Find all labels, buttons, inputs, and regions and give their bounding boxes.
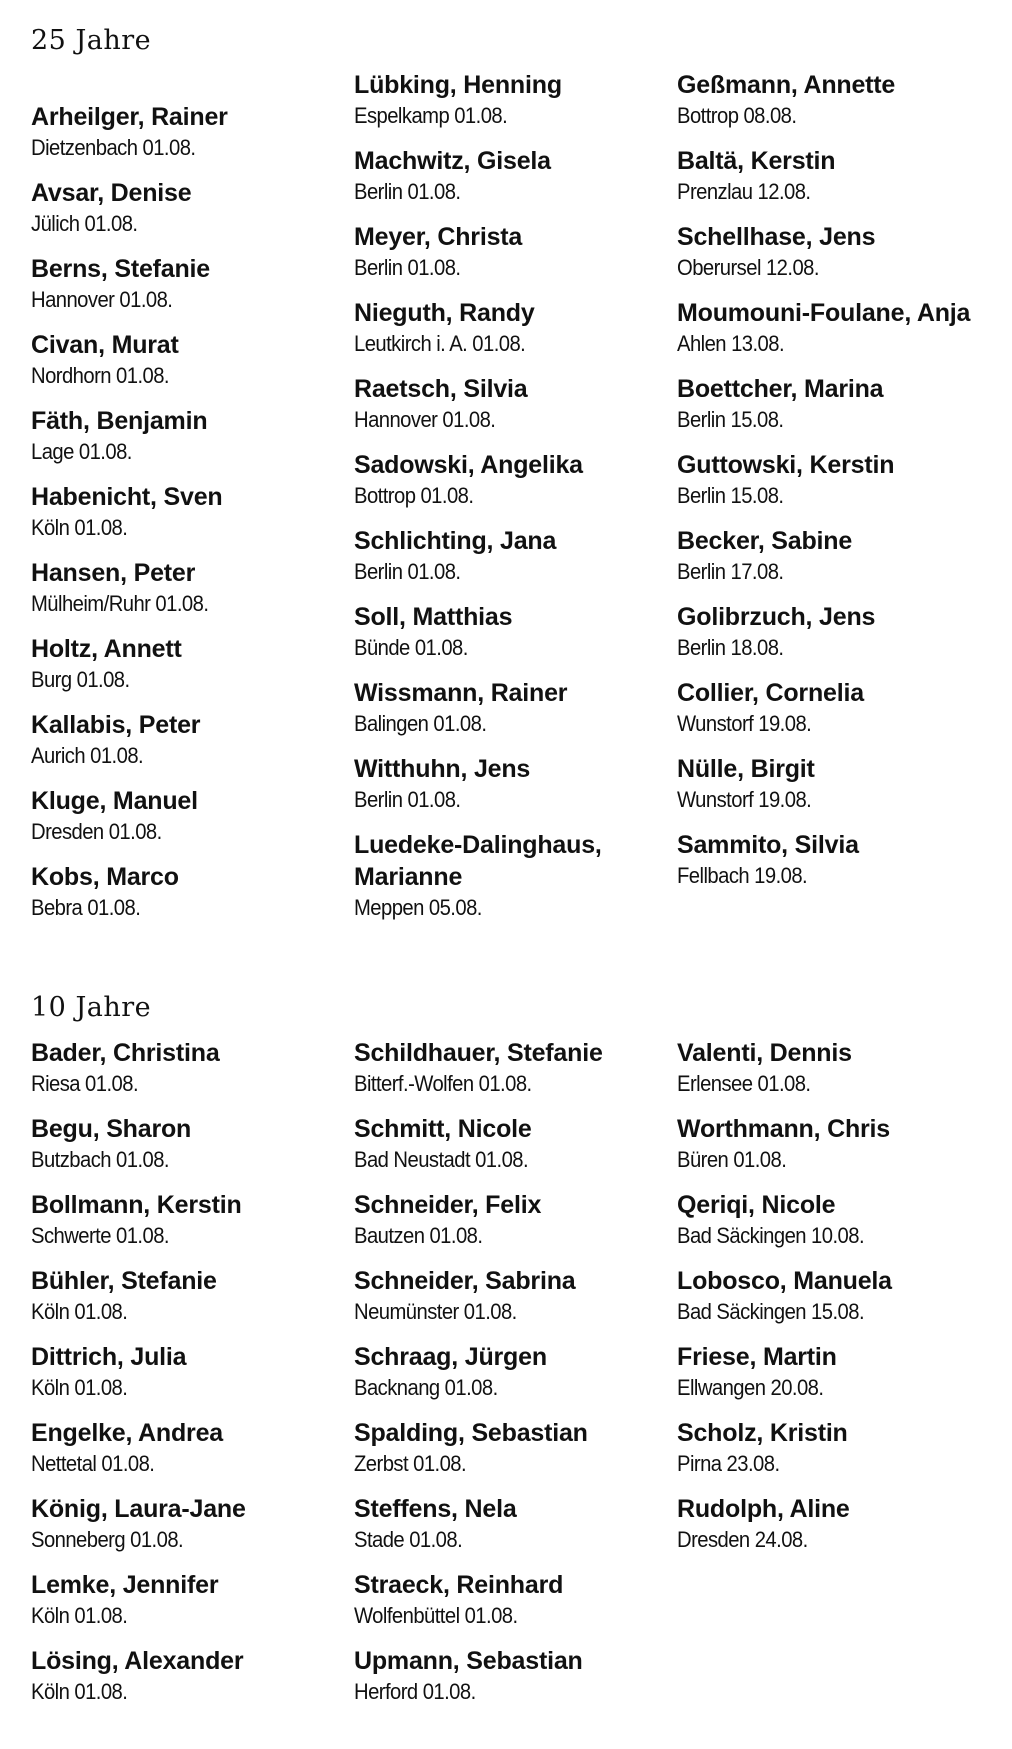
section-25-column-2	[354, 69, 654, 937]
location-date: Hannover 01.08.	[31, 287, 173, 312]
person-name-line: Witthuhn, Jens	[354, 755, 531, 783]
list-item	[354, 69, 654, 131]
list-item	[677, 1113, 977, 1175]
person-name	[677, 1493, 977, 1525]
person-name-line: Geßmann, Annette	[677, 71, 896, 99]
person-name-line: Lübking, Henning	[354, 71, 562, 99]
location-date: Bitterf.-Wolfen 01.08.	[354, 1071, 532, 1096]
location-date: Lage 01.08.	[31, 439, 132, 464]
list-item	[354, 1341, 654, 1403]
section-25-column-1	[31, 101, 331, 937]
list-item	[354, 1113, 654, 1175]
person-name-line: Baltä, Kerstin	[677, 147, 836, 175]
section-10-column-3	[677, 1037, 977, 1569]
person-name-line: Raetsch, Silvia	[354, 375, 528, 403]
list-item	[677, 1493, 977, 1555]
person-name-line: Schellhase, Jens	[677, 223, 876, 251]
person-name-line: Lemke, Jennifer	[31, 1571, 219, 1599]
list-item	[31, 1113, 331, 1175]
person-name	[677, 525, 977, 557]
person-name	[354, 1189, 654, 1221]
list-item	[677, 1189, 977, 1251]
list-item	[677, 1037, 977, 1099]
person-name	[677, 69, 977, 101]
person-name	[354, 373, 654, 405]
person-name-line: Schlichting, Jana	[354, 527, 557, 555]
person-name-line: Schneider, Felix	[354, 1191, 542, 1219]
person-name	[677, 1189, 977, 1221]
person-name	[354, 1265, 654, 1297]
location-date: Prenzlau 12.08.	[677, 179, 811, 204]
person-name-line: Holtz, Annett	[31, 635, 182, 663]
person-name-line: Schildhauer, Stefanie	[354, 1039, 603, 1067]
list-item	[31, 1417, 331, 1479]
list-item	[677, 1265, 977, 1327]
person-name	[354, 1037, 654, 1069]
location-date: Köln 01.08.	[31, 1679, 128, 1704]
person-name-line: Wissmann, Rainer	[354, 679, 568, 707]
location-date: Berlin 01.08.	[354, 179, 461, 204]
location-date: Berlin 01.08.	[354, 787, 461, 812]
person-name	[354, 1493, 654, 1525]
person-name-line: Collier, Cornelia	[677, 679, 864, 707]
list-item	[677, 677, 977, 739]
list-item	[354, 677, 654, 739]
location-date: Pirna 23.08.	[677, 1451, 780, 1476]
person-name	[677, 373, 977, 405]
list-item	[354, 373, 654, 435]
list-item	[31, 253, 331, 315]
list-item	[31, 1189, 331, 1251]
list-item	[354, 1189, 654, 1251]
person-name-line: Berns, Stefanie	[31, 255, 211, 283]
location-date: Bad Säckingen 10.08.	[677, 1223, 865, 1248]
location-date: Berlin 15.08.	[677, 483, 784, 508]
person-name-line: Machwitz, Gisela	[354, 147, 551, 175]
person-name	[31, 1569, 331, 1601]
person-name	[354, 145, 654, 177]
person-name-line: Schneider, Sabrina	[354, 1267, 576, 1295]
person-name	[354, 297, 654, 329]
location-date: Mülheim/Ruhr 01.08.	[31, 591, 209, 616]
location-date: Berlin 15.08.	[677, 407, 784, 432]
list-item	[354, 525, 654, 587]
person-name	[31, 253, 331, 285]
person-name	[354, 1569, 654, 1601]
person-name-line: Spalding, Sebastian	[354, 1419, 588, 1447]
list-item	[31, 785, 331, 847]
person-name	[354, 1417, 654, 1449]
location-date: Meppen 05.08.	[354, 895, 482, 920]
person-name-line: Meyer, Christa	[354, 223, 523, 251]
location-date: Wolfenbüttel 01.08.	[354, 1603, 518, 1628]
location-date: Nordhorn 01.08.	[31, 363, 169, 388]
location-date: Leutkirch i. A. 01.08.	[354, 331, 526, 356]
person-name	[31, 1417, 331, 1449]
person-name	[31, 1113, 331, 1145]
location-date: Jülich 01.08.	[31, 211, 138, 236]
person-name-line: König, Laura-Jane	[31, 1495, 246, 1523]
person-name-line: Habenicht, Sven	[31, 483, 223, 511]
location-date: Ahlen 13.08.	[677, 331, 785, 356]
person-name	[31, 1645, 331, 1677]
list-item	[354, 1569, 654, 1631]
person-name-line: Hansen, Peter	[31, 559, 196, 587]
person-name	[31, 1037, 331, 1069]
location-date: Ellwangen 20.08.	[677, 1375, 824, 1400]
person-name	[677, 1341, 977, 1373]
person-name-line: Friese, Martin	[677, 1343, 837, 1371]
list-item	[354, 221, 654, 283]
person-name-line: Bollmann, Kerstin	[31, 1191, 242, 1219]
person-name-line: Sammito, Silvia	[677, 831, 859, 859]
person-name-line: Straeck, Reinhard	[354, 1571, 564, 1599]
list-item	[354, 753, 654, 815]
person-name-line: Marianne	[354, 863, 463, 891]
person-name	[677, 145, 977, 177]
section-heading-10-jahre: 10 Jahre	[31, 992, 152, 1023]
section-10-column-2	[354, 1037, 654, 1721]
person-name	[31, 1341, 331, 1373]
person-name-line: Kobs, Marco	[31, 863, 179, 891]
location-date: Hannover 01.08.	[354, 407, 496, 432]
list-item	[31, 1569, 331, 1631]
person-name	[354, 1113, 654, 1145]
location-date: Berlin 01.08.	[354, 255, 461, 280]
person-name-line: Upmann, Sebastian	[354, 1647, 583, 1675]
list-item	[354, 297, 654, 359]
person-name-line: Rudolph, Aline	[677, 1495, 850, 1523]
list-item	[677, 69, 977, 131]
location-date: Bad Säckingen 15.08.	[677, 1299, 865, 1324]
location-date: Balingen 01.08.	[354, 711, 487, 736]
person-name	[677, 449, 977, 481]
location-date: Butzbach 01.08.	[31, 1147, 170, 1172]
person-name	[677, 601, 977, 633]
list-item	[677, 1341, 977, 1403]
person-name	[354, 221, 654, 253]
person-name	[354, 525, 654, 557]
location-date: Oberursel 12.08.	[677, 255, 819, 280]
person-name-line: Worthmann, Chris	[677, 1115, 891, 1143]
list-item	[31, 557, 331, 619]
person-name-line: Bühler, Stefanie	[31, 1267, 217, 1295]
location-date: Bottrop 01.08.	[354, 483, 474, 508]
person-name-line: Scholz, Kristin	[677, 1419, 848, 1447]
person-name-line: Soll, Matthias	[354, 603, 513, 631]
person-name-line: Sadowski, Angelika	[354, 451, 583, 479]
person-name	[677, 1265, 977, 1297]
person-name	[31, 1493, 331, 1525]
location-date: Aurich 01.08.	[31, 743, 144, 768]
location-date: Berlin 18.08.	[677, 635, 784, 660]
person-name-line: Moumouni-Foulane, Anja	[677, 299, 971, 327]
location-date: Bautzen 01.08.	[354, 1223, 483, 1248]
location-date: Schwerte 01.08.	[31, 1223, 169, 1248]
person-name	[31, 1189, 331, 1221]
list-item	[31, 861, 331, 923]
person-name-line: Kluge, Manuel	[31, 787, 198, 815]
location-date: Zerbst 01.08.	[354, 1451, 467, 1476]
person-name	[31, 785, 331, 817]
location-date: Dresden 24.08.	[677, 1527, 808, 1552]
person-name-line: Dittrich, Julia	[31, 1343, 187, 1371]
location-date: Burg 01.08.	[31, 667, 130, 692]
person-name-line: Nülle, Birgit	[677, 755, 815, 783]
person-name	[677, 1417, 977, 1449]
location-date: Stade 01.08.	[354, 1527, 463, 1552]
location-date: Neumünster 01.08.	[354, 1299, 517, 1324]
list-item	[354, 1417, 654, 1479]
section-10-column-1	[31, 1037, 331, 1721]
list-item	[354, 1493, 654, 1555]
person-name-line: Qeriqi, Nicole	[677, 1191, 836, 1219]
list-item	[31, 633, 331, 695]
person-name	[677, 753, 977, 785]
list-item	[31, 1341, 331, 1403]
person-name-line: Valenti, Dennis	[677, 1039, 852, 1067]
list-item	[354, 145, 654, 207]
list-item	[677, 297, 977, 359]
person-name	[31, 709, 331, 741]
person-name	[677, 1037, 977, 1069]
list-item	[31, 329, 331, 391]
person-name-line: Fäth, Benjamin	[31, 407, 208, 435]
person-name	[354, 69, 654, 101]
location-date: Dresden 01.08.	[31, 819, 162, 844]
person-name	[31, 557, 331, 589]
list-item	[677, 221, 977, 283]
location-date: Köln 01.08.	[31, 1375, 128, 1400]
person-name-line: Guttowski, Kerstin	[677, 451, 895, 479]
person-name-line: Arheilger, Rainer	[31, 103, 228, 131]
list-item	[677, 753, 977, 815]
person-name	[31, 405, 331, 437]
location-date: Büren 01.08.	[677, 1147, 787, 1172]
person-name	[31, 633, 331, 665]
list-item	[677, 449, 977, 511]
person-name	[354, 753, 654, 785]
person-name	[31, 101, 331, 133]
person-name	[31, 1265, 331, 1297]
location-date: Köln 01.08.	[31, 1299, 128, 1324]
location-date: Herford 01.08.	[354, 1679, 476, 1704]
person-name-line: Becker, Sabine	[677, 527, 853, 555]
location-date: Bottrop 08.08.	[677, 103, 797, 128]
location-date: Backnang 01.08.	[354, 1375, 498, 1400]
list-item	[31, 709, 331, 771]
list-item	[31, 101, 331, 163]
location-date: Bebra 01.08.	[31, 895, 141, 920]
list-item	[31, 1645, 331, 1707]
person-name	[677, 297, 977, 329]
list-item	[354, 449, 654, 511]
location-date: Fellbach 19.08.	[677, 863, 808, 888]
location-date: Berlin 17.08.	[677, 559, 784, 584]
location-date: Köln 01.08.	[31, 515, 128, 540]
person-name-line: Lösing, Alexander	[31, 1647, 244, 1675]
location-date: Bünde 01.08.	[354, 635, 468, 660]
person-name	[31, 329, 331, 361]
person-name	[677, 677, 977, 709]
location-date: Dietzenbach 01.08.	[31, 135, 196, 160]
list-item	[31, 1493, 331, 1555]
list-item	[31, 177, 331, 239]
person-name	[677, 221, 977, 253]
list-item	[354, 601, 654, 663]
list-item	[354, 1037, 654, 1099]
person-name-line: Civan, Murat	[31, 331, 179, 359]
section-25-column-3	[677, 69, 977, 905]
person-name-line: Engelke, Andrea	[31, 1419, 223, 1447]
person-name	[677, 1113, 977, 1145]
location-date: Espelkamp 01.08.	[354, 103, 508, 128]
list-item	[31, 481, 331, 543]
location-date: Köln 01.08.	[31, 1603, 128, 1628]
person-name-line: Avsar, Denise	[31, 179, 192, 207]
person-name-line: Golibrzuch, Jens	[677, 603, 876, 631]
person-name-line: Schmitt, Nicole	[354, 1115, 532, 1143]
person-name-line: Boettcher, Marina	[677, 375, 884, 403]
person-name-line: Kallabis, Peter	[31, 711, 201, 739]
person-name-line: Bader, Christina	[31, 1039, 220, 1067]
location-date: Sonneberg 01.08.	[31, 1527, 184, 1552]
person-name-line: Begu, Sharon	[31, 1115, 192, 1143]
person-name-line: Steffens, Nela	[354, 1495, 517, 1523]
person-name	[354, 1645, 654, 1677]
list-item	[677, 373, 977, 435]
list-item	[677, 525, 977, 587]
location-date: Nettetal 01.08.	[31, 1451, 155, 1476]
list-item	[354, 1265, 654, 1327]
person-name	[31, 177, 331, 209]
list-item	[677, 1417, 977, 1479]
location-date: Wunstorf 19.08.	[677, 787, 812, 812]
person-name-line: Luedeke-Dalinghaus,	[354, 831, 602, 859]
person-name-line: Lobosco, Manuela	[677, 1267, 892, 1295]
person-name	[31, 481, 331, 513]
list-item	[354, 829, 654, 923]
person-name	[354, 1341, 654, 1373]
list-item	[31, 405, 331, 467]
location-date: Riesa 01.08.	[31, 1071, 139, 1096]
list-item	[677, 829, 977, 891]
person-name	[354, 677, 654, 709]
person-name-line: Schraag, Jürgen	[354, 1343, 547, 1371]
location-date: Berlin 01.08.	[354, 559, 461, 584]
list-item	[31, 1265, 331, 1327]
person-name	[354, 449, 654, 481]
list-item	[677, 601, 977, 663]
list-item	[354, 1645, 654, 1707]
list-item	[31, 1037, 331, 1099]
location-date: Bad Neustadt 01.08.	[354, 1147, 529, 1172]
person-name-line: Nieguth, Randy	[354, 299, 535, 327]
person-name	[31, 861, 331, 893]
person-name	[677, 829, 977, 861]
section-heading-25-jahre: 25 Jahre	[31, 25, 152, 56]
list-item	[677, 145, 977, 207]
person-name	[354, 829, 654, 893]
location-date: Wunstorf 19.08.	[677, 711, 812, 736]
location-date: Erlensee 01.08.	[677, 1071, 811, 1096]
person-name	[354, 601, 654, 633]
